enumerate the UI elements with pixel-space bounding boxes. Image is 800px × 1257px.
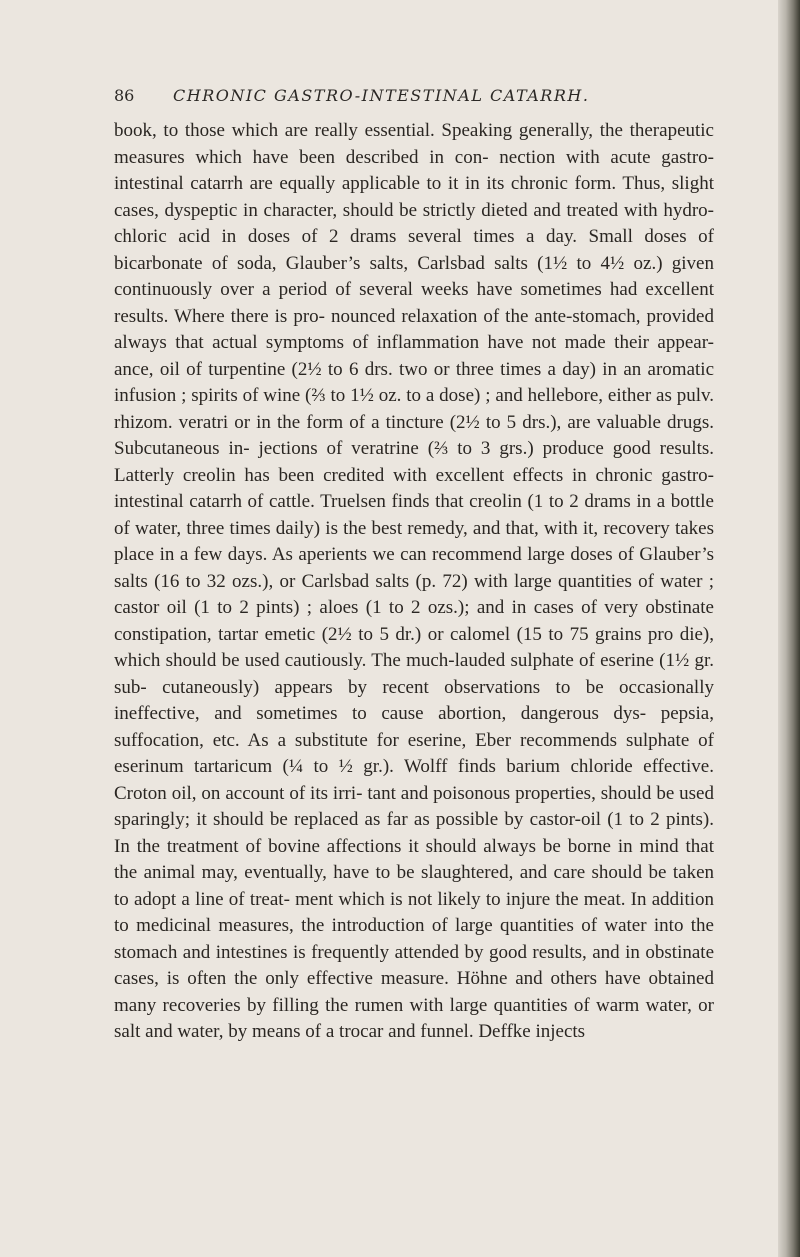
page-number: 86 [114, 86, 135, 105]
body-paragraph: book, to those which are really essential. Speaking generally, the therapeutic measures which have been described in con- nection with acute gastro-intestinal catarrh are equally applicable to it in its chronic form. Thus, slight cases, dyspeptic in character, should be strictly dieted and treated with hydro- chloric acid in doses of 2 drams several times a day. Small doses of bicarbonate of soda, Glauber’s salts, Carlsbad salts (1½ to 4½ oz.) given continuously over a period of several weeks have sometimes had excellent results. Where there is pro- nounced relaxation of the ante-stomach, provided always that actual symptoms of inflammation have not made their appear- ance, oil of turpentine (2½ to 6 drs. two or three times a day) in an aromatic infusion ; spirits of wine (⅔ to 1½ oz. to a dose) ; and hellebore, either as pulv. rhizom. veratri or in the form of a tincture (2½ to 5 drs.), are valuable drugs. Subcutaneous in- jections of veratrine (⅔ to 3 grs.) produce good results. Latterly creolin has been credited with excellent effects in chronic gastro- intestinal catarrh of cattle. Truelsen finds that creolin (1 to 2 drams in a bottle of water, three times daily) is the best remedy, and that, with it, recovery takes place in a few days. As aperients we can recommend large doses of Glauber’s salts (16 to 32 ozs.), or Carlsbad salts (p. 72) with large quantities of water ; castor oil (1 to 2 pints) ; aloes (1 to 2 ozs.); and in cases of very obstinate constipation, tartar emetic (2½ to 5 dr.) or calomel (15 to 75 grains pro die), which should be used cautiously. The much-lauded sulphate of eserine (1½ gr. sub- cutaneously) appears by recent observations to be occasionally ineffective, and sometimes to cause abortion, dangerous dys- pepsia, suffocation, etc. As a substitute for eserine, Eber recommends sulphate of eserinum tartaricum (¼ to ½ gr.). Wolff finds barium chloride effective. Croton oil, on account of its irri- tant and poisonous properties, should be used sparingly; it should be replaced as far as possible by castor-oil (1 to 2 pints). In the treatment of bovine affections it should always be borne in mind that the animal may, eventually, have to be slaughtered, and care should be taken to adopt a line of treat- ment which is not likely to injure the meat. In addition to medicinal measures, the introduction of large quantities of water into the stomach and intestines is frequently attended by good results, and in obstinate cases, is often the only effective measure. Höhne and others have obtained many recoveries by filling the rumen with large quantities of warm water, or salt and water, by means of a trocar and funnel. Deffke injects [114, 120, 714, 1042]
page-header [114, 86, 714, 116]
running-head: CHRONIC GASTRO-INTESTINAL CATARRH. [173, 86, 590, 105]
binding-shadow [778, 0, 800, 1257]
